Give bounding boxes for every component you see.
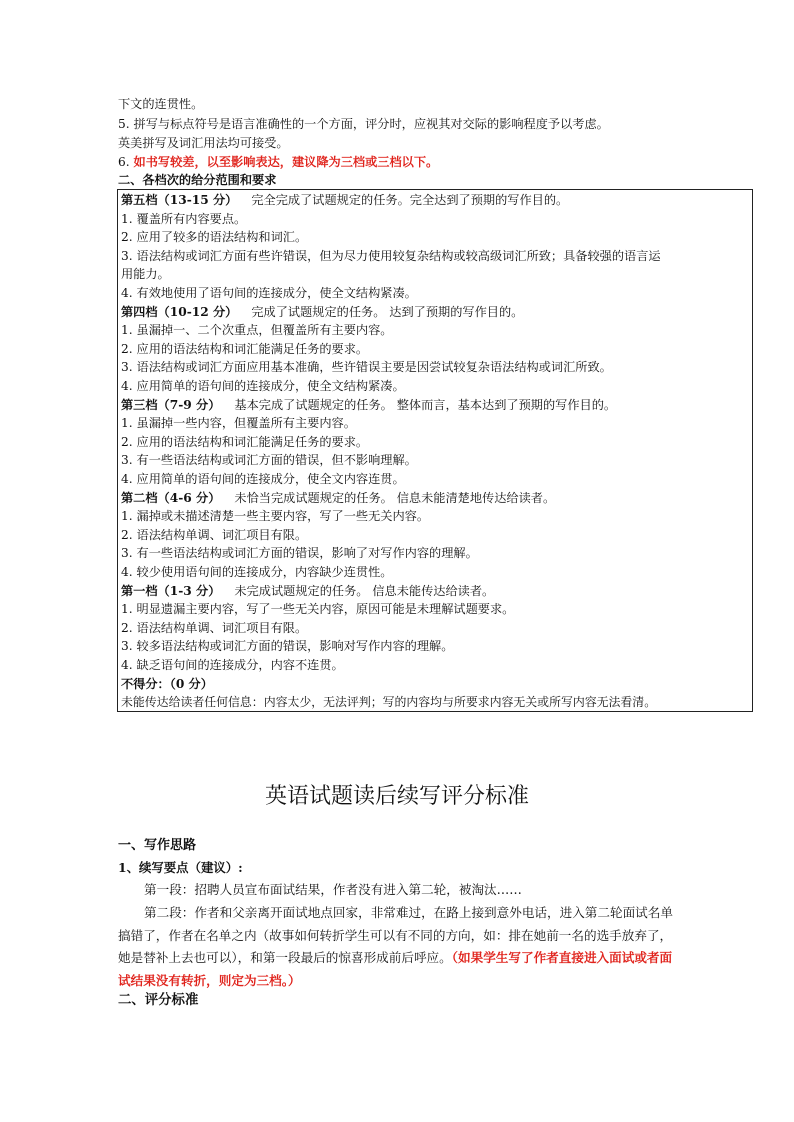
grade-desc: 完全完成了试题规定的任务。完全达到了预期的写作目的。 xyxy=(251,193,569,207)
grade-item: 3. 语法结构或词汇方面有些许错误，但为尽力使用较复杂结构或较高级词汇所致；具备较强的语言运 xyxy=(121,249,661,263)
grade-item: 4. 较少使用语句间的连接成分，内容缺少连贯性。 xyxy=(121,565,393,579)
grade-item: 3. 语法结构或词汇方面应用基本准确，些许错误主要是因尝试较复杂语法结构或词汇所致。 xyxy=(121,360,612,374)
paragraph-1 xyxy=(118,879,678,902)
grade-header xyxy=(121,396,616,415)
grade-item: 用能力。 xyxy=(121,267,170,281)
grade-item: 1. 覆盖所有内容要点。 xyxy=(121,212,247,226)
grade-header xyxy=(121,191,568,210)
grade-desc: 完成了试题规定的任务。 达到了预期的写作目的。 xyxy=(251,305,524,319)
grade-item: 1. 漏掉或未描述清楚一些主要内容，写了一些无关内容。 xyxy=(121,509,430,523)
page-title: 英语试题读后续写评分标准 xyxy=(264,784,529,809)
grade-label: 第三档（7-9 分） xyxy=(121,398,221,412)
grade-desc: 未完成试题规定的任务。 信息未能传达给读者。 xyxy=(234,584,495,598)
paragraph-2 xyxy=(118,902,678,992)
grade-item: 4. 应用简单的语句间的连接成分，使全文内容连贯。 xyxy=(121,472,405,486)
paragraph-2-note: （如果学生写了作者直接进入面试或者面试结果没有转折，则定为三档。） xyxy=(118,950,673,988)
grade-header xyxy=(121,303,523,322)
zero-score-desc: 未能传达给读者任何信息：内容太少，无法评判；写的内容均与所要求内容无关或所写内容无法看清。 xyxy=(121,695,657,709)
grade-item: 2. 应用的语法结构和词汇能满足任务的要求。 xyxy=(121,342,369,356)
section-heading: 一、写作思路 xyxy=(118,838,197,853)
grading-table xyxy=(117,189,753,712)
grade-item: 1. 虽漏掉一、二个次重点，但覆盖所有主要内容。 xyxy=(121,323,393,337)
section-heading: 二、评分标准 xyxy=(118,992,199,1008)
item-6 xyxy=(118,153,438,171)
grade-desc: 基本完成了试题规定的任务。 整体而言，基本达到了预期的写作目的。 xyxy=(234,398,617,412)
paragraph-2-text: 第二段：作者和父亲离开面试地点回家，非常难过，在路上接到意外电话，进入第二轮面试名单搞错了，作者在名单之内（故事如何转折学生可以有不同的方向，如：排在她前一名的选手放弃了，她是替补上去也可以），和第一段最后的惊喜形成前后呼应。 xyxy=(118,905,673,966)
grade-item: 3. 较多语法结构或词汇方面的错误，影响对写作内容的理解。 xyxy=(121,639,454,653)
grade-item: 3. 有一些语法结构或词汇方面的错误，但不影响理解。 xyxy=(121,453,417,467)
grade-item: 4. 有效地使用了语句间的连接成分，使全文结构紧凑。 xyxy=(121,286,417,300)
paragraph-1-text: 第一段：招聘人员宣布面试结果，作者没有进入第二轮，被淘汰…… xyxy=(144,882,522,897)
grade-item: 2. 应用的语法结构和词汇能满足任务的要求。 xyxy=(121,435,369,449)
grade-item: 2. 语法结构单调、词汇项目有限。 xyxy=(121,621,308,635)
grade-item: 3. 有一些语法结构或词汇方面的错误，影响了对写作内容的理解。 xyxy=(121,546,478,560)
grade-item: 4. 应用简单的语句间的连接成分，使全文结构紧凑。 xyxy=(121,379,405,393)
grade-label: 第五档（13-15 分） xyxy=(121,193,238,207)
grade-item: 1. 虽漏掉一些内容，但覆盖所有主要内容。 xyxy=(121,416,356,430)
grade-desc: 未恰当完成试题规定的任务。 信息未能清楚地传达给读者。 xyxy=(234,491,556,505)
text-line: 下文的连贯性。 xyxy=(118,97,204,111)
text-line: 5. 拼写与标点符号是语言准确性的一个方面，评分时，应视其对交际的影响程度予以考虑。 xyxy=(118,117,609,131)
grade-item: 2. 语法结构单调、词汇项目有限。 xyxy=(121,528,308,542)
item-6-number: 6. xyxy=(118,155,134,169)
grade-item: 1. 明显遗漏主要内容，写了一些无关内容，原因可能是未理解试题要求。 xyxy=(121,602,515,616)
grade-header xyxy=(121,489,555,508)
grade-item: 4. 缺乏语句间的连接成分，内容不连贯。 xyxy=(121,658,344,672)
grade-item: 2. 应用了较多的语法结构和词汇。 xyxy=(121,230,308,244)
grade-label: 第二档（4-6 分） xyxy=(121,491,221,505)
section-heading: 二、各档次的给分范围和要求 xyxy=(118,173,277,187)
item-6-warning: 如书写较差，以至影响表达，建议降为三档或三档以下。 xyxy=(133,155,439,169)
grade-label: 第一档（1-3 分） xyxy=(121,584,221,598)
text-line: 英美拼写及词汇用法均可接受。 xyxy=(118,136,289,150)
zero-score-label: 不得分：（0 分） xyxy=(121,677,213,691)
grade-label: 第四档（10-12 分） xyxy=(121,305,238,319)
subsection-heading: 1、续写要点（建议）: xyxy=(118,860,243,875)
grade-header xyxy=(121,582,494,601)
